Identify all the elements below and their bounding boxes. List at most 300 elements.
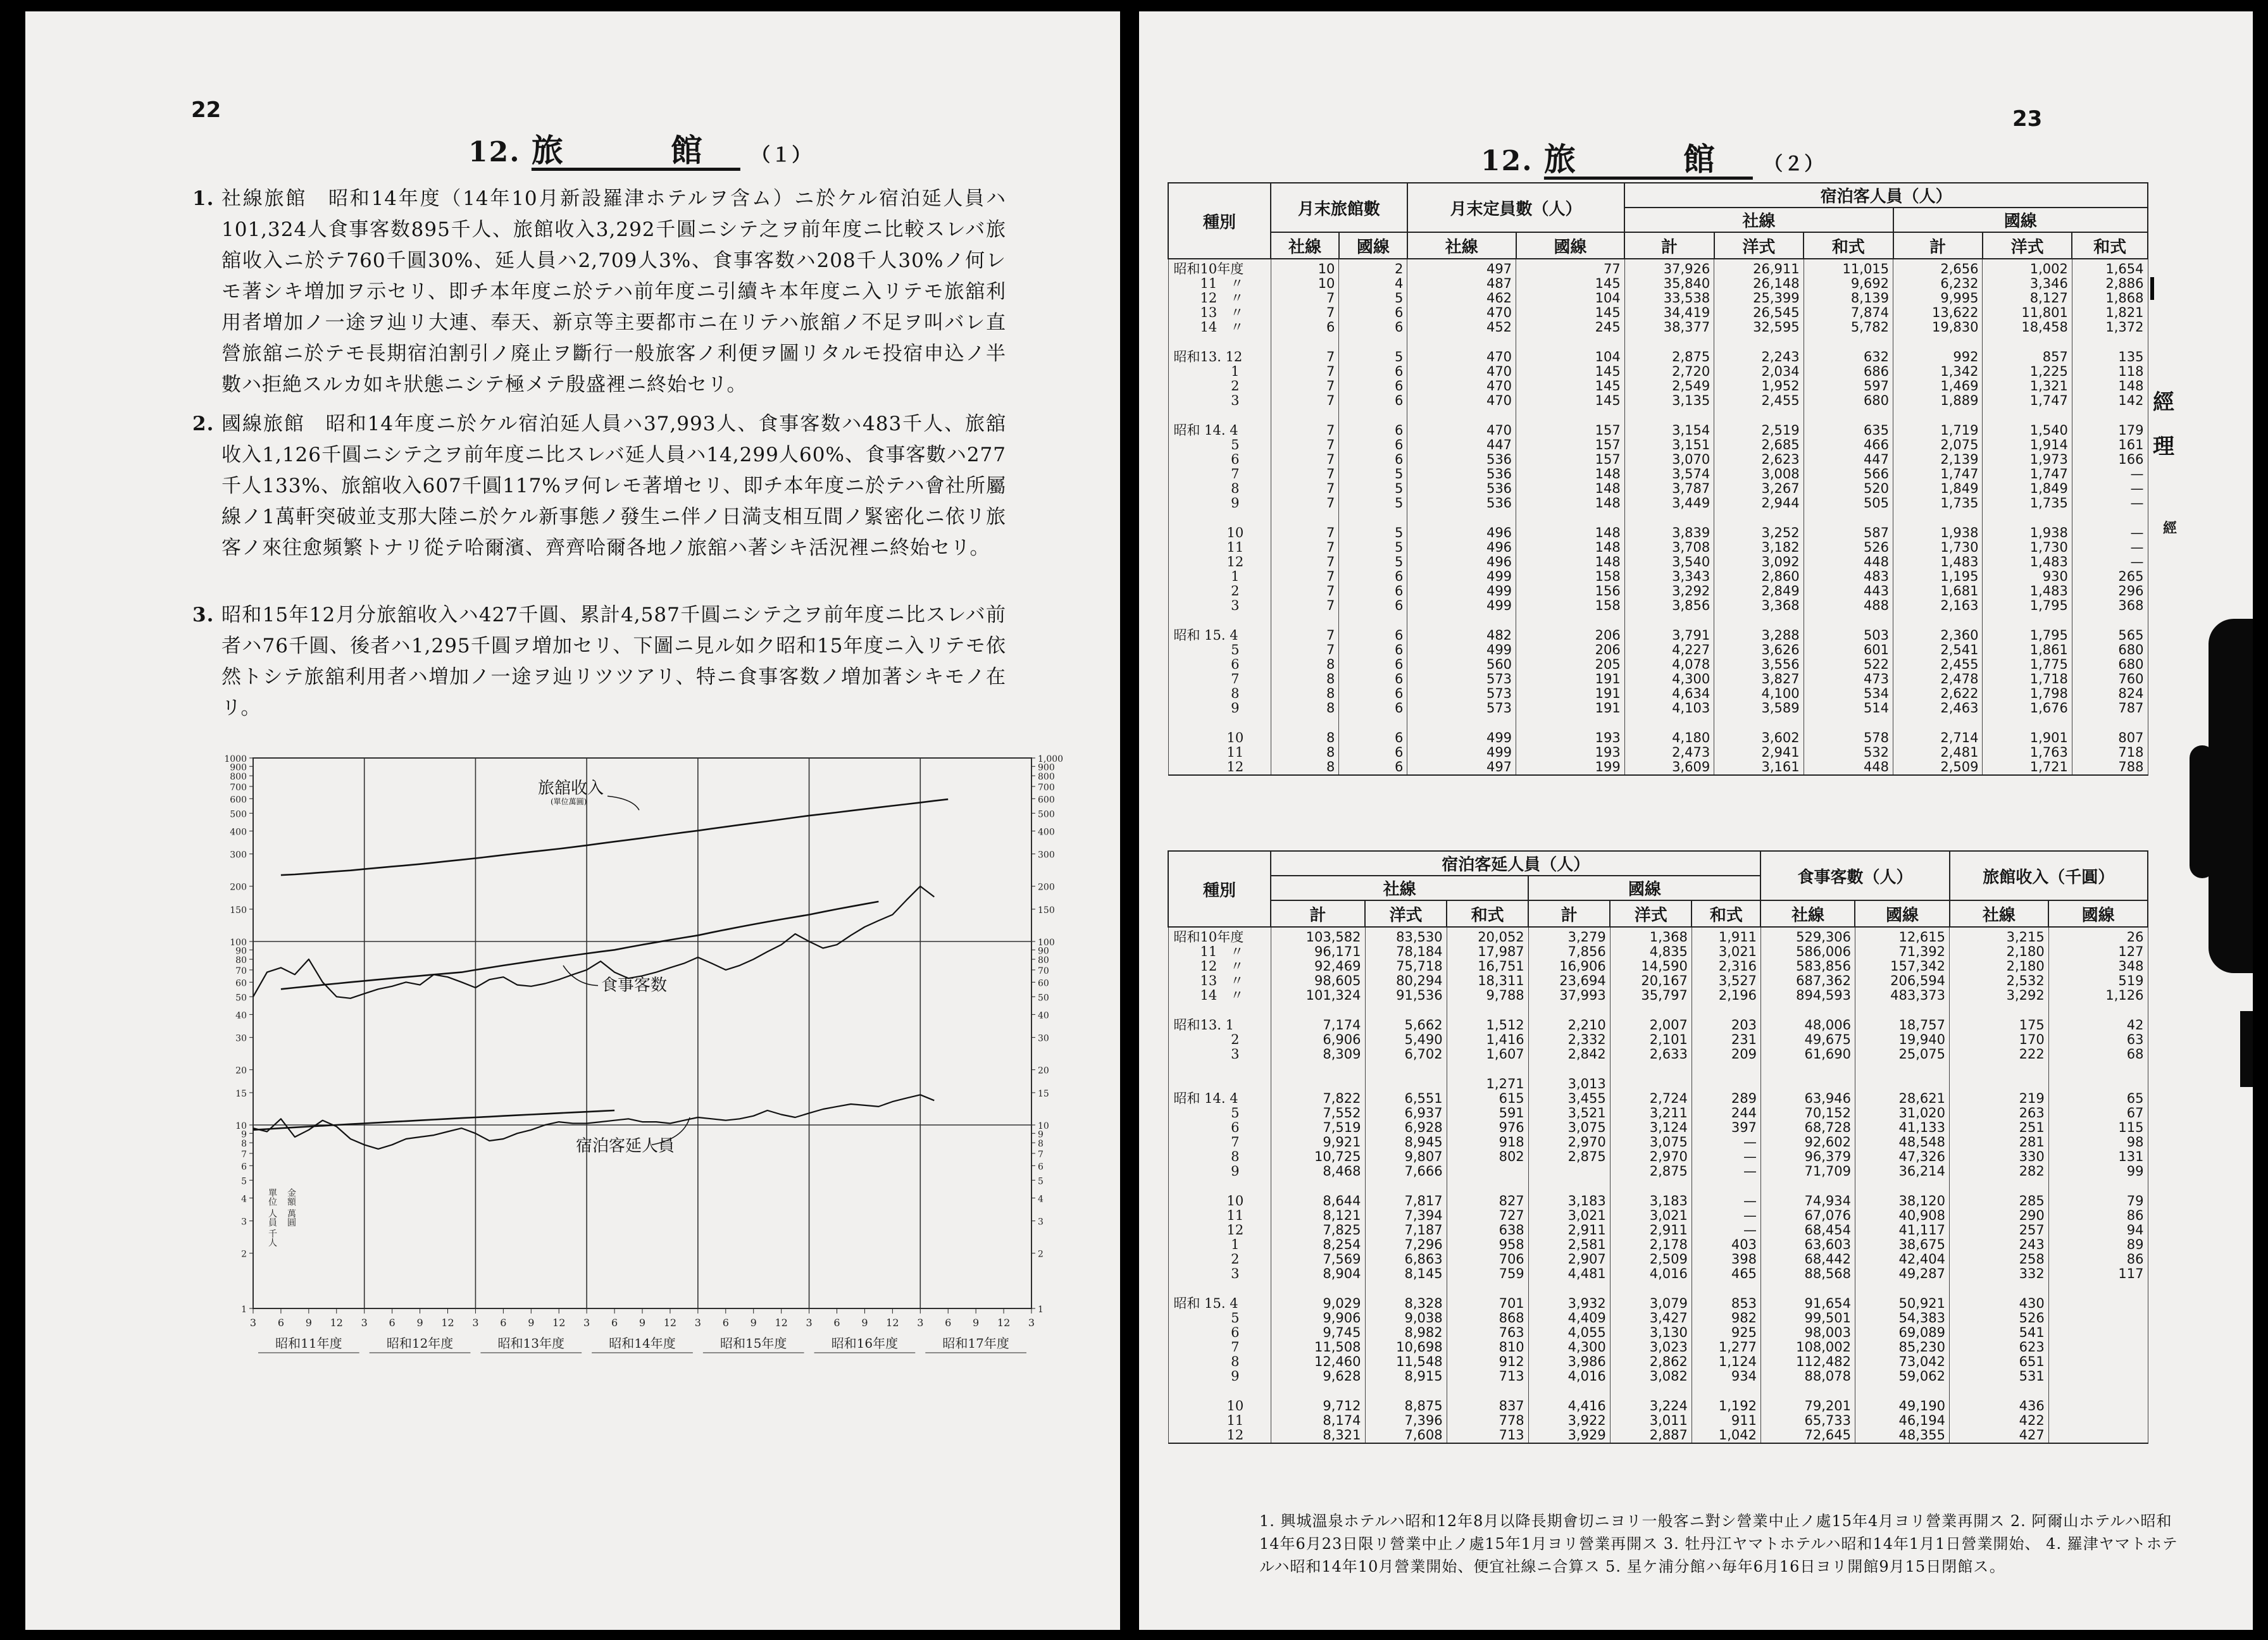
table-cell: 37,993	[1528, 988, 1610, 1003]
table-cell: 397	[1692, 1121, 1760, 1135]
table-cell: 1,747	[1893, 467, 1983, 481]
table-cell: 536	[1407, 467, 1516, 481]
table-cell: 2,849	[1714, 584, 1804, 599]
table-row	[1168, 364, 2148, 379]
table-cell: 4,481	[1528, 1267, 1610, 1281]
y-tick-label-right: 4	[1038, 1194, 1044, 1205]
table-cell: 560	[1407, 657, 1516, 672]
y-tick-label-right: 9	[1038, 1129, 1044, 1140]
table-cell: 7	[1271, 496, 1339, 511]
table-cell: 68,454	[1760, 1223, 1855, 1238]
table-cell: 2,685	[1714, 438, 1804, 452]
table-cell: 131	[2048, 1150, 2148, 1164]
table-cell: 37,926	[1624, 259, 1714, 276]
table-cell: 209	[1692, 1047, 1760, 1062]
table-cell: 687,362	[1760, 974, 1855, 988]
table-cell: 912	[1447, 1355, 1528, 1369]
table-cell: 104	[1516, 350, 1625, 364]
table-cell: 3,346	[1983, 276, 2072, 291]
table-cell: 7	[1271, 379, 1339, 394]
table-cell: 3,708	[1624, 540, 1714, 555]
y-tick-label-right: 400	[1038, 827, 1055, 838]
table-row	[1168, 974, 2148, 988]
col-subheader: 計	[1624, 232, 1714, 259]
table-cell: 6,232	[1893, 276, 1983, 291]
y-tick-label-left: 1000	[224, 754, 247, 764]
table-accommodation	[1168, 182, 2148, 776]
table-row	[1168, 584, 2148, 599]
table-row	[1168, 672, 2148, 686]
table-cell: 10,698	[1365, 1340, 1447, 1355]
table-cell: 3,182	[1714, 540, 1804, 555]
row-label: 10	[1168, 1194, 1271, 1208]
table-cell: 108,002	[1760, 1340, 1855, 1355]
y-tick-label-left: 6	[241, 1162, 247, 1172]
table-cell: 50,921	[1855, 1296, 1949, 1311]
row-label: 昭和 15. 4	[1168, 1296, 1271, 1311]
table-cell: 9,921	[1271, 1135, 1365, 1150]
table-cell: 2,473	[1624, 745, 1714, 760]
table-cell: 9,788	[1447, 988, 1528, 1003]
row-label: 昭和 14. 4	[1168, 423, 1271, 438]
row-label: 7	[1168, 672, 1271, 686]
table-cell: 330	[1950, 1150, 2049, 1164]
table-cell: 1,042	[1692, 1428, 1760, 1443]
col-subheader: 國線	[1516, 232, 1625, 259]
x-tick-label: 9	[639, 1317, 646, 1329]
table-cell: 11,015	[1804, 259, 1893, 276]
table-cell: 8,644	[1271, 1194, 1365, 1208]
y-tick-label-left: 2	[241, 1249, 247, 1260]
row-label: 昭和13. 12	[1168, 350, 1271, 364]
table-cell: 503	[1804, 628, 1893, 643]
table-cell: 2,887	[1610, 1428, 1692, 1443]
table-cell: 18,458	[1983, 320, 2072, 335]
group-spacer	[1168, 1003, 2148, 1018]
table-cell: 88,568	[1760, 1267, 1855, 1281]
table-cell: 2,622	[1893, 686, 1983, 701]
table-cell: 4,078	[1624, 657, 1714, 672]
y-tick-label-right: 60	[1038, 978, 1049, 989]
row-label: 昭和 15. 4	[1168, 628, 1271, 643]
paragraph-text: 社線旅館 昭和14年度（14年10月新設羅津ホテルヲ含ム）ニ於ケル宿泊延人員ハ101,324人食事客数895千人、旅館收入3,292千圓ニシテ之ヲ前年度ニ比較スレバ旅舘收入ニ於テ760千圓30%、延人員ハ2,709人3%、食事客数ハ208千人30%ノ何レモ著シキ増加ヲ示セリ、即チ本年度ニ於テハ前年度ニ引續キ本年度ニ入リテモ旅舘利用者増加ノ一途ヲ辿リ大連、奉天、新京等主要都市ニ在リテハ旅舘ノ不足ヲ叫バレ直營旅舘ニ於テモ長期宿泊割引ノ廃止ヲ斷行一般旅客ノ利便ヲ圖リタルモ投宿申込ノ半數ハ拒絶スルカ如キ狀態ニシテ極メテ殷盛裡ニ終始セリ。	[221, 187, 1006, 396]
table-cell: 466	[1804, 438, 1893, 452]
table-cell: 9,712	[1271, 1399, 1365, 1413]
table-row	[1168, 452, 2148, 467]
table-cell: 8	[1271, 657, 1339, 672]
table-cell: 505	[1804, 496, 1893, 511]
table-cell: 48,355	[1855, 1428, 1949, 1443]
page-title-left	[468, 125, 812, 171]
table-cell: 5	[1339, 496, 1407, 511]
table-cell: 117	[2048, 1267, 2148, 1281]
row-label: 12	[1168, 555, 1271, 569]
table-row	[1168, 1413, 2148, 1428]
row-label: 5	[1168, 1106, 1271, 1121]
table-cell: 7	[1271, 364, 1339, 379]
table-cell: 26,148	[1714, 276, 1804, 291]
col-subheader: 和式	[1692, 900, 1760, 927]
table-cell: 32,595	[1714, 320, 1804, 335]
y-tick-label-left: 300	[230, 850, 247, 860]
table-cell	[1760, 1077, 1855, 1091]
table-cell: 205	[1516, 657, 1625, 672]
table-cell: 3,279	[1528, 927, 1610, 945]
table-cell: 763	[1447, 1326, 1528, 1340]
table-cell: 1,747	[1983, 467, 2072, 481]
x-tick-label: 12	[997, 1317, 1011, 1329]
table-cell: 12,615	[1855, 927, 1949, 945]
table-cell: 497	[1407, 259, 1516, 276]
table-cell: 2,360	[1893, 628, 1983, 643]
table-cell: 2,139	[1893, 452, 1983, 467]
x-tick-label: 9	[416, 1317, 423, 1329]
table-cell: 5	[1339, 467, 1407, 481]
table-cell: 3,292	[1950, 988, 2049, 1003]
table-cell: 5	[1339, 540, 1407, 555]
table-row	[1168, 731, 2148, 745]
table-cell: 1,747	[1983, 394, 2072, 408]
table-cell: 170	[1950, 1033, 2049, 1047]
y-tick-label-left: 8	[241, 1139, 247, 1150]
table-cell: 3,013	[1528, 1077, 1610, 1091]
table-row	[1168, 1033, 2148, 1047]
table-cell: 911	[1692, 1413, 1760, 1428]
table-cell: 6	[1339, 686, 1407, 701]
table-cell: 98,605	[1271, 974, 1365, 988]
table-cell: 470	[1407, 423, 1516, 438]
y-tick-label-right: 2	[1038, 1249, 1044, 1260]
table-row	[1168, 1267, 2148, 1281]
row-label: 8	[1168, 1150, 1271, 1164]
table-cell: 2,875	[1528, 1150, 1610, 1164]
line-chart	[196, 726, 1082, 1365]
table-cell: 3,183	[1528, 1194, 1610, 1208]
table-cell: 7,396	[1365, 1413, 1447, 1428]
table-cell: 1,795	[1983, 628, 2072, 643]
table-cell: 3,449	[1624, 496, 1714, 511]
table-cell: 41,117	[1855, 1223, 1949, 1238]
row-label: 昭和13. 1	[1168, 1018, 1271, 1033]
y-tick-label-left: 7	[241, 1149, 247, 1160]
table-cell: —	[2072, 496, 2148, 511]
table-cell: 519	[2048, 974, 2148, 988]
title-number: 12.	[468, 136, 521, 168]
row-label: 9	[1168, 1369, 1271, 1384]
table-cell: 4,300	[1528, 1340, 1610, 1355]
table-cell: 534	[1804, 686, 1893, 701]
table-cell: 6	[1339, 701, 1407, 716]
y-tick-label-right: 300	[1038, 850, 1055, 860]
col-header-g2: 食事客數（人）	[1760, 851, 1949, 900]
table-cell: 48,548	[1855, 1135, 1949, 1150]
table-cell: 9,906	[1271, 1311, 1365, 1326]
table-cell: 36,214	[1855, 1164, 1949, 1179]
y-tick-label-left: 40	[235, 1010, 247, 1021]
table-cell: 3,252	[1714, 526, 1804, 540]
y-tick-label-left: 150	[230, 905, 247, 916]
row-label: 9	[1168, 1164, 1271, 1179]
paragraph-2	[192, 409, 1006, 564]
table-cell: 1,861	[1983, 643, 2072, 657]
x-tick-label: 3	[361, 1317, 368, 1329]
table-cell: 778	[1447, 1413, 1528, 1428]
table-cell: 3,224	[1610, 1399, 1692, 1413]
table-cell: 258	[1950, 1252, 2049, 1267]
table-cell	[2048, 1428, 2148, 1443]
table-cell: 5	[1339, 291, 1407, 306]
y-tick-label-left: 5	[241, 1176, 247, 1187]
table-cell: 1,849	[1983, 481, 2072, 496]
table-cell: 48,006	[1760, 1018, 1855, 1033]
table-row	[1168, 628, 2148, 643]
table-cell: 918	[1447, 1135, 1528, 1150]
table-cell	[2048, 1340, 2148, 1355]
table-cell: 807	[2072, 731, 2148, 745]
table-cell: 2,633	[1610, 1047, 1692, 1062]
table-cell: 7	[1271, 599, 1339, 613]
table-cell: 2,724	[1610, 1091, 1692, 1106]
table-cell: 63	[2048, 1033, 2148, 1047]
table-cell: 532	[1804, 745, 1893, 760]
table-cell: —	[2072, 526, 2148, 540]
table-cell: 2,875	[1610, 1164, 1692, 1179]
table-cell: 3,267	[1714, 481, 1804, 496]
y-tick-label-right: 10	[1038, 1121, 1049, 1131]
table-cell: 5	[1339, 555, 1407, 569]
table-cell: 70,152	[1760, 1106, 1855, 1121]
table-cell: 65,733	[1760, 1413, 1855, 1428]
table-cell: 46,194	[1855, 1413, 1949, 1428]
table-cell: 3,589	[1714, 701, 1804, 716]
table-cell: 157	[1516, 438, 1625, 452]
table-cell: 573	[1407, 672, 1516, 686]
y-tick-label-right: 3	[1038, 1217, 1044, 1227]
table-cell: 3,827	[1714, 672, 1804, 686]
table-cell: 156	[1516, 584, 1625, 599]
table-row	[1168, 1164, 2148, 1179]
col-subheader: 洋式	[1714, 232, 1804, 259]
table-cell: 788	[2072, 760, 2148, 775]
table-cell	[2048, 1077, 2148, 1091]
paragraph-number: 3.	[192, 604, 215, 626]
legend-unit-right: 金額 萬圓	[286, 1188, 296, 1227]
col-subheader: 國線	[1339, 232, 1407, 259]
table-cell: 483	[1804, 569, 1893, 584]
table-cell: 1,277	[1692, 1340, 1760, 1355]
table-cell: 80,294	[1365, 974, 1447, 988]
table-cell: 49,190	[1855, 1399, 1949, 1413]
x-tick-label: 3	[583, 1317, 590, 1329]
paragraph-text: 昭和15年12月分旅舘收入ハ427千圓、累計4,587千圓ニシテ之ヲ前年度ニ比スレバ前者ハ76千圓、後者ハ1,295千圓ヲ増加セリ、下圖ニ見ル如ク昭和15年度ニ入リテモ依然トシテ旅舘利用者ハ増加ノ一途ヲ辿リツツアリ、特ニ食事客数ノ増加著シキモノ在リ。	[221, 604, 1006, 719]
table-cell: 157	[1516, 423, 1625, 438]
series-line-2	[281, 902, 879, 989]
table-cell: 7	[1271, 481, 1339, 496]
table-cell: 5,782	[1804, 320, 1893, 335]
scan-shadow	[2190, 745, 2215, 878]
table-cell: 3,427	[1610, 1311, 1692, 1326]
table-cell: 8,174	[1271, 1413, 1365, 1428]
table-cell: 2,481	[1893, 745, 1983, 760]
table-cell: 1,952	[1714, 379, 1804, 394]
table-cell: 61,690	[1760, 1047, 1855, 1062]
y-tick-label-right: 150	[1038, 905, 1055, 916]
table-cell: 541	[1950, 1326, 2049, 1340]
row-label: 12 〃	[1168, 291, 1271, 306]
table-cell: 10,725	[1271, 1150, 1365, 1164]
table-row	[1168, 959, 2148, 974]
title-text: 旅 館	[1543, 140, 1753, 178]
table-cell: 1,469	[1893, 379, 1983, 394]
table-cell: 219	[1950, 1091, 2049, 1106]
table-cell: 68	[2048, 1047, 2148, 1062]
table-cell: 47,326	[1855, 1150, 1949, 1164]
row-label: 2	[1168, 584, 1271, 599]
table-cell: 448	[1804, 555, 1893, 569]
table-cell: —	[2072, 467, 2148, 481]
table-cell: 3,008	[1714, 467, 1804, 481]
table-row	[1168, 540, 2148, 555]
note-4: 4. 羅津ヤマトホテルハ昭和14年10月營業開始、便宜社線ニ合算ス	[1259, 1535, 2178, 1575]
x-tick-label: 6	[277, 1317, 285, 1329]
table-cell: 191	[1516, 701, 1625, 716]
row-label: 9	[1168, 496, 1271, 511]
table-row	[1168, 1369, 2148, 1384]
row-label: 2	[1168, 379, 1271, 394]
series-line-4	[253, 1110, 614, 1130]
table-cell: 257	[1950, 1223, 2049, 1238]
table-cell: 6	[1339, 584, 1407, 599]
table-row	[1168, 394, 2148, 408]
table-cell: 3,986	[1528, 1355, 1610, 1369]
table-cell: 7,187	[1365, 1223, 1447, 1238]
table-cell: 3,075	[1528, 1121, 1610, 1135]
table-cell: 2,714	[1893, 731, 1983, 745]
table-row	[1168, 1077, 2148, 1091]
row-label: 昭和 14. 4	[1168, 1091, 1271, 1106]
table-cell: 7,856	[1528, 945, 1610, 959]
table-cell: 92,469	[1271, 959, 1365, 974]
table-cell: 348	[2048, 959, 2148, 974]
y-tick-label-left: 30	[235, 1033, 247, 1044]
table-row	[1168, 438, 2148, 452]
table-cell: 11,508	[1271, 1340, 1365, 1355]
table-cell: 85,230	[1855, 1340, 1949, 1355]
table-cell: 470	[1407, 350, 1516, 364]
table-cell: —	[1692, 1194, 1760, 1208]
table-cell: 8	[1271, 686, 1339, 701]
table-cell	[2048, 1369, 2148, 1384]
table-cell: 976	[1447, 1121, 1528, 1135]
table-row	[1168, 945, 2148, 959]
y-tick-label-right: 90	[1038, 946, 1049, 957]
table-cell: 263	[1950, 1106, 2049, 1121]
y-tick-label-right: 80	[1038, 955, 1049, 966]
table-cell: 6	[1339, 599, 1407, 613]
table-cell: 573	[1407, 701, 1516, 716]
table-cell: 88,078	[1760, 1369, 1855, 1384]
table-cell: 422	[1950, 1413, 2049, 1428]
table-cell: 26,911	[1714, 259, 1804, 276]
table-cell: 158	[1516, 599, 1625, 613]
table-cell: 2,860	[1714, 569, 1804, 584]
table-cell: 483,373	[1855, 988, 1949, 1003]
x-tick-label: 6	[389, 1317, 396, 1329]
table-cell: 9,038	[1365, 1311, 1447, 1326]
table-cell: 4,634	[1624, 686, 1714, 701]
table-cell: 1,192	[1692, 1399, 1760, 1413]
x-tick-label: 6	[833, 1317, 840, 1329]
table-cell: 3,079	[1610, 1296, 1692, 1311]
table-row	[1168, 276, 2148, 291]
fiscal-year-label: 昭和12年度	[386, 1336, 454, 1351]
table-cell: 1,775	[1983, 657, 2072, 672]
table-cell: 7,666	[1365, 1164, 1447, 1179]
table-row	[1168, 350, 2148, 364]
table-cell: 1,540	[1983, 423, 2072, 438]
row-label: 2	[1168, 1252, 1271, 1267]
x-tick-label: 3	[1028, 1317, 1035, 1329]
x-tick-label: 12	[663, 1317, 677, 1329]
table-cell: 40,908	[1855, 1208, 1949, 1223]
group-spacer	[1168, 613, 2148, 628]
table-cell: 2,862	[1610, 1355, 1692, 1369]
table-cell: 526	[1950, 1311, 2049, 1326]
table-cell: 759	[1447, 1267, 1528, 1281]
table-cell: 1,225	[1983, 364, 2072, 379]
table-row	[1168, 1018, 2148, 1033]
table-cell: 8,254	[1271, 1238, 1365, 1252]
table-cell: 1,914	[1983, 438, 2072, 452]
col-header-g1a: 社線	[1271, 876, 1528, 900]
table-cell: 99,501	[1760, 1311, 1855, 1326]
table-cell: 3,075	[1610, 1135, 1692, 1150]
table-cell: 615	[1447, 1091, 1528, 1106]
table-cell: 623	[1950, 1340, 2049, 1355]
table-cell: 718	[2072, 745, 2148, 760]
table-cell: 7,874	[1804, 306, 1893, 320]
y-tick-label-right: 8	[1038, 1139, 1044, 1150]
y-tick-label-left: 50	[235, 993, 247, 1003]
group-spacer	[1168, 1062, 2148, 1077]
table-cell: 193	[1516, 745, 1625, 760]
table-cell: 41,133	[1855, 1121, 1949, 1135]
table-cell: 1,372	[2072, 320, 2148, 335]
title-number: 12.	[1481, 145, 1533, 177]
x-tick-label: 6	[611, 1317, 618, 1329]
series-line-0	[281, 799, 948, 875]
paragraph-text: 國線旅館 昭和14年度ニ於ケル宿泊延人員ハ37,993人、食事客数ハ483千人、旅舘收入1,126千圓ニシテ之ヲ前年度ニ比スレバ延人員ハ14,299人60%、食事客數ハ277千人133%、旅舘收入607千圓117%ヲ何レモ著増セリ、即チ本年度ニ於テハ會社所屬線ノ1萬軒突破並支那大陸ニ於ケル新事態ノ發生ニ伴ノ日満支相互間ノ緊密化ニ依リ旅客ノ來往愈頻繁トナリ從テ哈爾濱、齊齊哈爾各地ノ旅舘ハ著シキ活況裡ニ終始セリ。	[221, 413, 1006, 559]
table-cell: 9,692	[1804, 276, 1893, 291]
paragraph-3	[192, 600, 1006, 724]
page-number-left: 22	[191, 97, 221, 123]
table-cell: 3,021	[1528, 1208, 1610, 1223]
table-cell: 145	[1516, 394, 1625, 408]
table-cell: 1,763	[1983, 745, 2072, 760]
table-cell: 67	[2048, 1106, 2148, 1121]
table-cell: 7,174	[1271, 1018, 1365, 1033]
table-row	[1168, 1208, 2148, 1223]
table-row	[1168, 927, 2148, 945]
table-row	[1168, 496, 2148, 511]
y-tick-label-right: 30	[1038, 1033, 1049, 1044]
table-cell: 482	[1407, 628, 1516, 643]
row-label: 10	[1168, 731, 1271, 745]
table-cell: 8,309	[1271, 1047, 1365, 1062]
table-cell: 3,211	[1610, 1106, 1692, 1121]
x-tick-label: 3	[806, 1317, 813, 1329]
table-cell: 2,075	[1893, 438, 1983, 452]
